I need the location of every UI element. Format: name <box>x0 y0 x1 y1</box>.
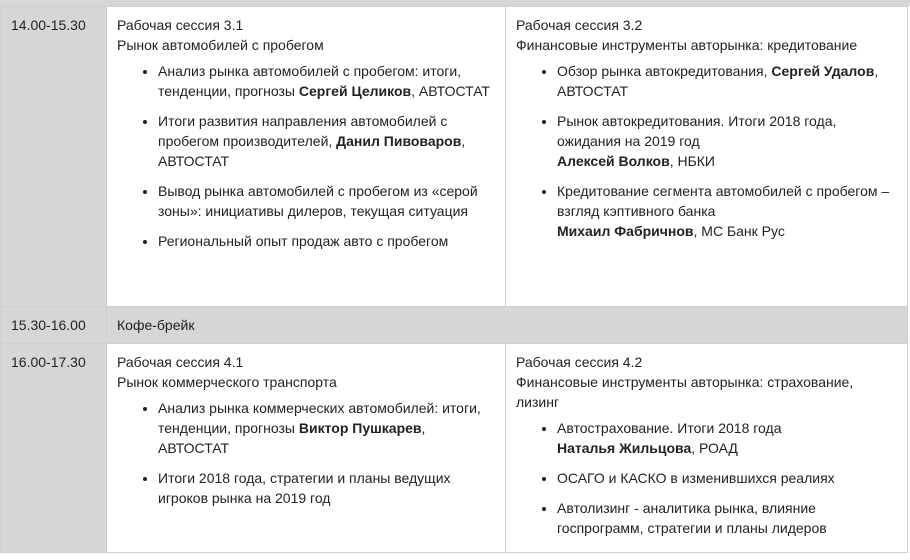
program-table <box>0 6 908 553</box>
session-topic: Рынок автомобилей с пробегом <box>117 37 324 53</box>
speaker-org: , АВТОСТАТ <box>557 63 879 99</box>
speaker-name: Сергей Удалов <box>771 63 875 79</box>
list-item <box>158 111 495 171</box>
speaker-name: Сергей Целиков <box>298 83 412 99</box>
session-cell <box>506 7 908 307</box>
talk-list <box>117 61 495 251</box>
session-title: Рабочая сессия 4.2 <box>516 354 643 370</box>
speaker-org: , АВТОСТАТ <box>158 133 466 169</box>
speaker-org: , МС Банк Рус <box>693 223 785 239</box>
list-item <box>557 418 897 458</box>
speaker-name: Данил Пивоваров <box>336 133 462 149</box>
list-item <box>557 111 897 171</box>
speaker-org: , РОАД <box>691 440 738 456</box>
time-cell: 14.00-15.30 <box>1 7 107 307</box>
talk-title: Рынок автокредитования. Итоги 2018 года, ожидания на 2019 год <box>557 113 837 149</box>
talk-title: Региональный опыт продаж авто с пробегом <box>158 233 449 249</box>
session-title: Рабочая сессия 4.1 <box>117 354 244 370</box>
talk-title: ОСАГО и КАСКО в изменившихся реалиях <box>557 470 835 486</box>
break-label: Кофе-брейк <box>107 307 908 344</box>
talk-list <box>516 61 897 241</box>
session-topic: Финансовые инструменты авторынка: кредитование <box>516 37 858 53</box>
list-item <box>158 398 495 458</box>
list-item <box>557 468 897 488</box>
speaker-org: , АВТОСТАТ <box>411 83 490 99</box>
talk-title: Итоги 2018 года, стратегии и планы ведущих игроков рынка на 2019 год <box>158 470 451 506</box>
session-cell <box>107 344 506 553</box>
session-cell <box>107 7 506 307</box>
talk-title: Автолизинг - аналитика рынка, влияние госпрограмм, стратегии и планы лидеров <box>557 500 827 536</box>
session-topic: Финансовые инструменты авторынка: страхование, лизинг <box>516 374 854 410</box>
talk-title: Кредитование сегмента автомобилей с пробегом – взгляд кэптивного банка <box>557 183 890 219</box>
talk-title: Обзор рынка автокредитования, <box>557 63 772 79</box>
list-item <box>158 61 495 101</box>
time-cell: 16.00-17.30 <box>1 344 107 553</box>
talk-title: Вывод рынка автомобилей с пробегом из «серой зоны»: инициативы дилеров, текущая ситуация <box>158 183 478 219</box>
talk-list <box>117 398 495 508</box>
speaker-name: Виктор Пушкарев <box>298 420 422 436</box>
speaker-org: , АВТОСТАТ <box>158 420 426 456</box>
speaker-name: Михаил Фабричнов <box>557 223 694 239</box>
talk-title: Анализ рынка коммерческих автомобилей: итоги, тенденции, прогнозы <box>158 400 481 436</box>
speaker-name: Наталья Жильцова <box>557 440 692 456</box>
time-cell: 15.30-16.00 <box>1 307 107 344</box>
table-row <box>1 7 908 307</box>
session-cell <box>506 344 908 553</box>
break-row <box>1 307 908 344</box>
talk-title: Итоги развития направления автомобилей с пробегом производителей, <box>158 113 448 149</box>
list-item <box>158 231 495 251</box>
list-item <box>557 61 897 101</box>
speaker-org: , НБКИ <box>669 153 715 169</box>
talk-title: Анализ рынка автомобилей с пробегом: итоги, тенденции, прогнозы <box>158 63 462 99</box>
list-item <box>557 181 897 241</box>
list-item <box>158 468 495 508</box>
session-topic: Рынок коммерческого транспорта <box>117 374 337 390</box>
speaker-name: Алексей Волков <box>557 153 670 169</box>
talk-title: Автострахование. Итоги 2018 года <box>557 420 782 436</box>
list-item <box>158 181 495 221</box>
session-title: Рабочая сессия 3.1 <box>117 17 244 33</box>
talk-list <box>516 418 897 538</box>
table-row <box>1 344 908 553</box>
session-title: Рабочая сессия 3.2 <box>516 17 643 33</box>
list-item <box>557 498 897 538</box>
